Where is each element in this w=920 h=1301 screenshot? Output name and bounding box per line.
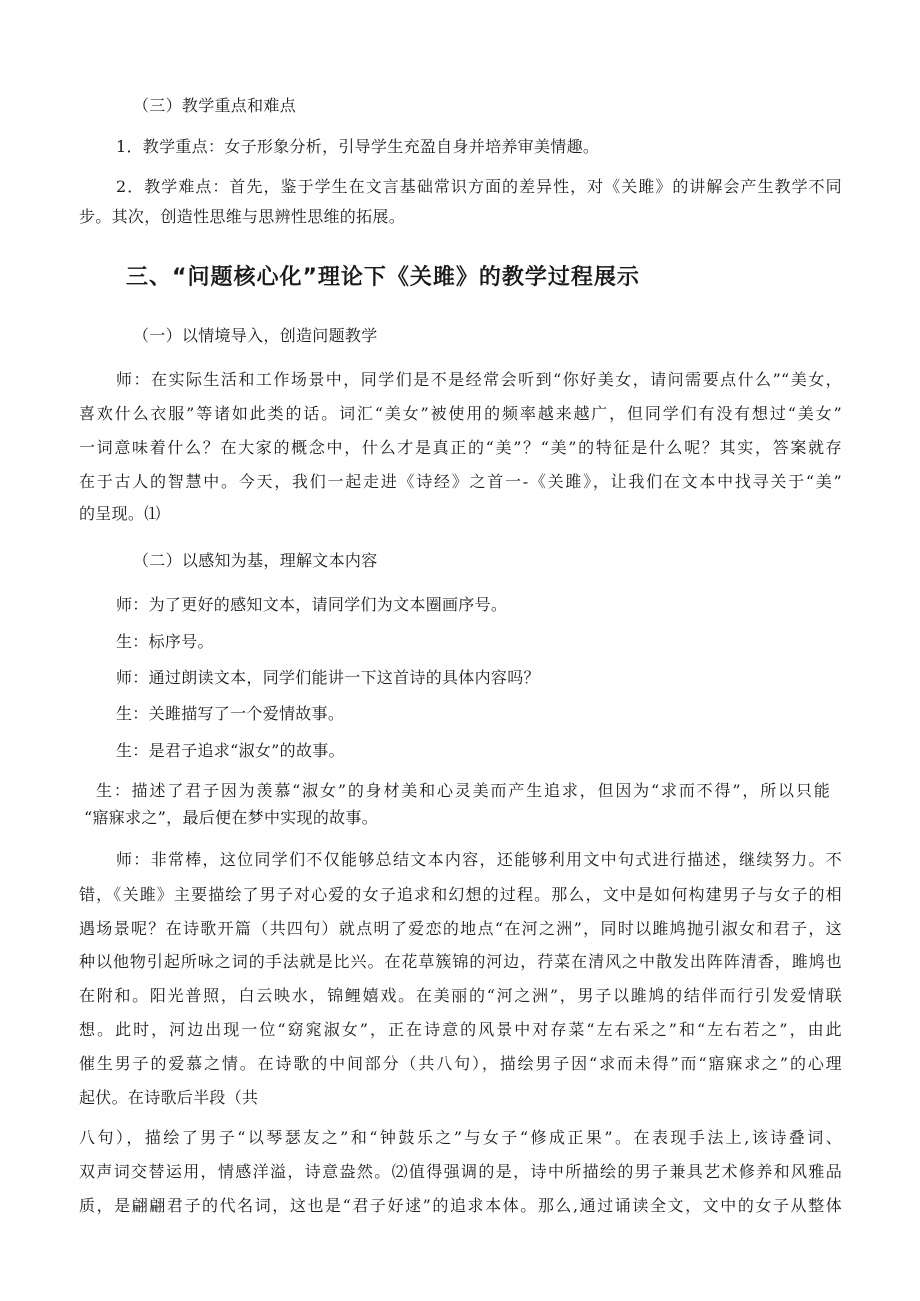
dialogue-line-3: 师：通过朗读文本，同学们能讲一下这首诗的具体内容吗？ xyxy=(116,668,540,687)
continuation-line-2: 双声词交替运用，情感洋溢，诗意盎然。⑵值得强调的是，诗中所描绘的男子兼具艺术修养和风雅品 xyxy=(79,1162,842,1181)
main-heading: 三、“问题核心化”理论下《关雎》的教学过程展示 xyxy=(126,265,640,290)
paragraph-difficulty-line-2: 步。其次，创造性思维与思辨性思维的拓展。 xyxy=(79,207,406,226)
teacher-paragraph-line-6: 想。此时，河边出现一位“窈窕淑女”，正在诗意的风景中对存菜“左右采之”和“左右若之”，由此 xyxy=(79,1020,842,1039)
teacher-paragraph-line-3: 遇场景呢？在诗歌开篇（共四句）就点明了爱恋的地点“在河之洲”，同时以雎鸠抛引淑女和君子，这 xyxy=(79,919,842,938)
paragraph-intro-line-4: 在于古人的智慧中。今天，我们一起走进《诗经》之首一-《关雎》，让我们在文本中找寻关于“美” xyxy=(79,472,842,491)
teacher-paragraph-line-8: 起伏。在诗歌后半段（共 xyxy=(79,1088,259,1107)
teacher-paragraph-line-1: 师：非常棒，这位同学们不仅能够总结文本内容，还能够利用文中句式进行描述，继续努力。不 xyxy=(116,850,842,869)
paragraph-intro-line-5: 的呈现。⑴ xyxy=(79,504,161,523)
dialogue-line-6b: “寤寐求之”，最后便在梦中实现的故事。 xyxy=(84,808,379,827)
paragraph-intro-line-2: 喜欢什么衣服”等诸如此类的话。词汇“美女”被使用的频率越来越广，但同学们有没有想过“美女” xyxy=(79,404,842,423)
teacher-paragraph-line-4: 种以他物引起所咏之词的手法就是比兴。在花草簇锦的河边，荇菜在清风之中散发出阵阵清香，雎鸠也 xyxy=(79,952,842,971)
section-heading-focus: （三）教学重点和难点 xyxy=(133,96,297,115)
teacher-paragraph-line-2: 错，《关雎》主要描绘了男子对心爱的女子追求和幻想的过程。那么，文中是如何构建男子与女子的相 xyxy=(79,885,842,904)
subsection-heading-1: （一）以情境导入，创造问题教学 xyxy=(133,326,378,345)
paragraph-focus: 1．教学重点：女子形象分析，引导学生充盈自身并培养审美情趣。 xyxy=(116,137,600,156)
teacher-paragraph-line-7: 催生男子的爱慕之情。在诗歌的中间部分（共八句），描绘男子因“求而未得”而“寤寐求之”的心理 xyxy=(79,1054,842,1073)
paragraph-intro-line-3: 一词意味着什么？在大家的概念中，什么才是真正的“美”？“美”的特征是什么呢？其实，答案就存 xyxy=(79,438,842,457)
paragraph-intro-line-1: 师：在实际生活和工作场景中，同学们是不是经常会听到“你好美女，请问需要点什么”“美女， xyxy=(116,370,842,389)
dialogue-line-2: 生：标序号。 xyxy=(116,632,214,651)
subsection-heading-2: （二）以感知为基，理解文本内容 xyxy=(133,551,378,570)
continuation-line-3: 质，是翩翩君子的代名词，这也是“君子好逑”的追求本体。那么,通过诵读全文，文中的女子从整体 xyxy=(79,1196,842,1215)
teacher-paragraph-line-5: 在附和。阳光普照，白云映水，锦鲤嬉戏。在美丽的“河之洲”，男子以雎鸠的结伴而行引发爱情联 xyxy=(79,986,842,1005)
continuation-line-1: 八句），描绘了男子“以琴瑟友之”和“钟鼓乐之”与女子“修成正果”。在表现手法上,该诗叠词、 xyxy=(79,1128,842,1147)
dialogue-line-6a: 生：描述了君子因为羡慕“淑女”的身材美和心灵美而产生追求，但因为“求而不得”，所以只能 xyxy=(96,781,830,800)
dialogue-line-1: 师：为了更好的感知文本，请同学们为文本圈画序号。 xyxy=(116,595,508,614)
dialogue-line-4: 生：关雎描写了一个爱情故事。 xyxy=(116,704,345,723)
paragraph-difficulty-line-1: 2．教学难点：首先，鉴于学生在文言基础常识方面的差异性，对《关雎》的讲解会产生教学不同 xyxy=(116,177,842,196)
dialogue-line-5: 生：是君子追求“淑女”的故事。 xyxy=(116,741,345,760)
